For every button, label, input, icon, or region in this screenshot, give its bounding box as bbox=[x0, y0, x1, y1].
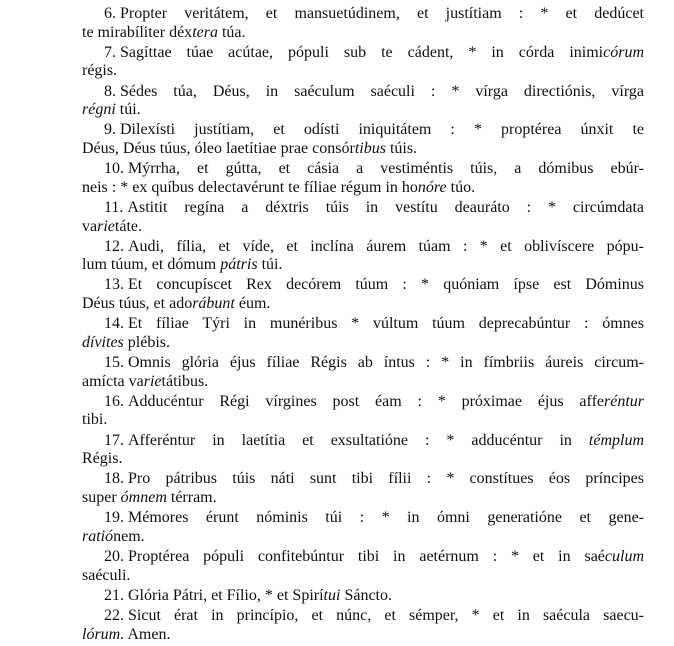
verse-italic: dívites bbox=[82, 333, 124, 351]
verse-number: 15. bbox=[104, 354, 124, 372]
verse-6 bbox=[82, 5, 644, 42]
verse-text: túo. bbox=[446, 178, 476, 196]
verse-text: Mémores érunt nóminis túi : * in ómni generatióne et gene- bbox=[128, 509, 644, 527]
verse-number: 8. bbox=[104, 82, 116, 100]
psalm-text bbox=[82, 5, 644, 646]
verse-number: 6. bbox=[104, 5, 116, 22]
verse-text: Omnis glória éjus fíliae Régis ab íntus : * in fímbriis áureis circum- bbox=[128, 354, 644, 372]
verse-text: túis. bbox=[385, 139, 418, 157]
verse-number: 20. bbox=[104, 547, 124, 565]
verse-7 bbox=[82, 44, 644, 81]
verse-text: Déus, Déus túus, óleo laetítiae prae consór bbox=[82, 139, 355, 157]
verse-italic: pátris bbox=[220, 256, 258, 274]
verse-text: Propter veritátem, et mansuetúdinem, et justítiam : * et dedúcet bbox=[120, 5, 644, 22]
verse-italic: nóre bbox=[417, 178, 447, 196]
verse-14 bbox=[82, 315, 644, 352]
verse-19 bbox=[82, 509, 644, 546]
verse-italic: rie bbox=[143, 372, 162, 390]
verse-number: 9. bbox=[104, 121, 116, 139]
verse-text: Et fíliae Týri in munéribus * vúltum túum deprecabúntur : ómnes bbox=[128, 315, 644, 333]
verse-italic: culum bbox=[604, 547, 644, 565]
verse-text: neis : * ex quíbus delectavérunt te fíliae régum in ho bbox=[82, 178, 418, 196]
verse-italic: rie bbox=[97, 217, 115, 235]
verse-text: nem. bbox=[113, 527, 145, 545]
verse-text: Sáncto. bbox=[340, 586, 392, 604]
verse-number: 7. bbox=[104, 43, 116, 61]
verse-text: super bbox=[82, 488, 121, 506]
verse-text: éum. bbox=[234, 295, 271, 313]
verse-number: 21. bbox=[104, 586, 124, 604]
verse-text: plébis. bbox=[123, 333, 170, 351]
verse-italic: réntur bbox=[604, 392, 644, 410]
verse-text: túa. bbox=[217, 23, 246, 41]
verse-italic: ratió bbox=[82, 527, 114, 545]
verse-number: 16. bbox=[104, 392, 124, 410]
verse-italic: tibus bbox=[354, 139, 386, 157]
verse-10 bbox=[82, 160, 644, 197]
verse-text: régis. bbox=[82, 62, 118, 80]
verse-italic: régni bbox=[82, 101, 116, 119]
verse-11 bbox=[82, 199, 644, 236]
verse-number: 19. bbox=[104, 509, 124, 527]
verse-text: Amen. bbox=[124, 625, 171, 643]
verse-text: Mýrrha, et gútta, et cásia a vestiméntis túis, a dómibus ebúr- bbox=[128, 160, 644, 178]
verse-8 bbox=[82, 83, 644, 120]
verse-text: Dilexísti justítiam, et odísti iniquitátem : * proptérea únxit te bbox=[120, 121, 644, 139]
verse-text: tibi. bbox=[82, 411, 108, 429]
verse-text: Sagíttae túae acútae, pópuli sub te cádent, * in córda inimi bbox=[120, 43, 604, 61]
verse-number: 13. bbox=[104, 276, 124, 294]
verse-text: lum túum, et dómum bbox=[82, 256, 221, 274]
verse-text: saéculi. bbox=[82, 566, 131, 584]
verse-17 bbox=[82, 432, 644, 469]
verse-18 bbox=[82, 470, 644, 507]
verse-text: Afferéntur in laetítia et exsultatióne : * adducéntur in bbox=[128, 431, 589, 449]
verse-text: Audi, fília, et víde, et inclína áurem túam : * et oblivíscere pópu- bbox=[128, 237, 644, 255]
verse-text: Astitit regína a déxtris túis in vestítu deauráto : * circúmdata bbox=[127, 198, 644, 216]
verse-text: túi. bbox=[257, 256, 283, 274]
verse-21 bbox=[82, 587, 644, 606]
verse-text: va bbox=[82, 217, 98, 235]
verse-italic: ómnem bbox=[120, 488, 167, 506]
verse-number: 10. bbox=[104, 160, 124, 178]
verse-text: Adducéntur Régi vírgines post éam : * próximae éjus affe bbox=[128, 392, 604, 410]
verse-15 bbox=[82, 354, 644, 391]
verse-italic: tui bbox=[323, 586, 341, 604]
verse-text: Sicut érat in princípio, et núnc, et sémper, * et in saécula saecu- bbox=[128, 606, 644, 624]
verse-text: Déus túus, et ado bbox=[82, 295, 193, 313]
verse-text: táte. bbox=[114, 217, 142, 235]
verse-text: Glória Pátri, et Fílio, * et Spirí bbox=[128, 586, 324, 604]
verse-number: 17. bbox=[104, 431, 124, 449]
verse-text: Proptérea pópuli confitebúntur tibi in aetérnum : * et in saé bbox=[128, 547, 605, 565]
verse-number: 22. bbox=[104, 606, 124, 624]
verse-italic: rábunt bbox=[192, 295, 235, 313]
verse-italic: témplum bbox=[588, 431, 644, 449]
verse-text: Sédes túa, Déus, in saéculum saéculi : * vírga directiónis, vírga bbox=[120, 82, 644, 100]
verse-number: 18. bbox=[104, 470, 124, 488]
verse-italic: lórum. bbox=[82, 625, 125, 643]
verse-text: Pro pátribus túis náti sunt tibi fílii : * constítues éos príncipes bbox=[128, 470, 644, 488]
verse-9 bbox=[82, 121, 644, 158]
verse-text: tátibus. bbox=[161, 372, 209, 390]
verse-number: 11. bbox=[104, 198, 124, 216]
verse-text: amícta va bbox=[82, 372, 144, 390]
verse-italic: tera bbox=[192, 23, 218, 41]
verse-text: Et concupíscet Rex decórem túum : * quóniam ípse est Dóminus bbox=[128, 276, 644, 294]
verse-16 bbox=[82, 393, 644, 430]
verse-12 bbox=[82, 238, 644, 275]
verse-italic: córum bbox=[603, 43, 644, 61]
verse-number: 12. bbox=[104, 237, 124, 255]
verse-13 bbox=[82, 276, 644, 313]
verse-text: túi. bbox=[115, 101, 141, 119]
verse-20 bbox=[82, 548, 644, 585]
verse-text: Régis. bbox=[82, 450, 123, 468]
verse-22 bbox=[82, 607, 644, 644]
verse-text: te mirabíliter déx bbox=[82, 23, 193, 41]
verse-text: térram. bbox=[166, 488, 217, 506]
verse-number: 14. bbox=[104, 315, 124, 333]
